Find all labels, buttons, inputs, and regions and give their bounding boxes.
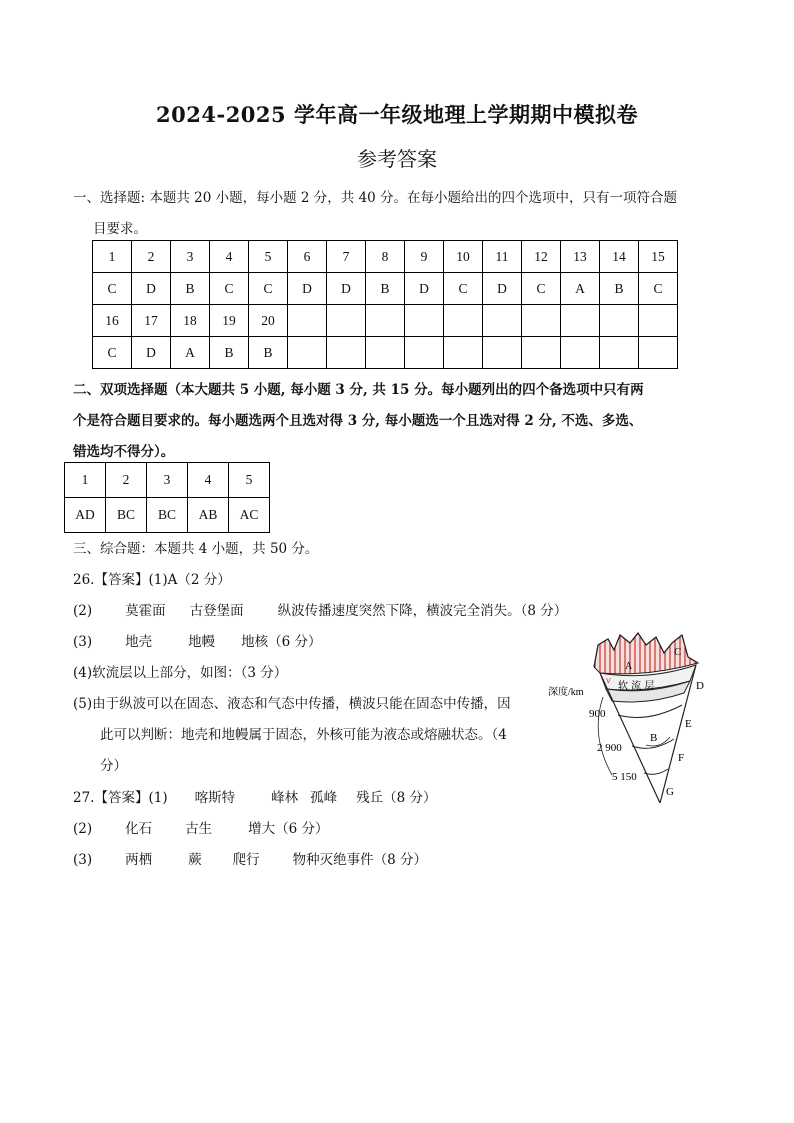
answer-term: 莫霍面	[125, 603, 166, 619]
table-cell: B	[366, 273, 405, 305]
table-cell	[327, 337, 366, 369]
depth-axis-label: 深度/km	[548, 687, 584, 698]
table-row	[93, 241, 678, 273]
table-cell: 12	[522, 241, 561, 273]
table-cell	[483, 337, 522, 369]
boundary-5150	[644, 769, 668, 774]
answer-term: 物种灭绝事件（8 分）	[292, 852, 428, 868]
label-g: G	[666, 786, 674, 798]
table-cell: B	[249, 337, 288, 369]
table-cell: 6	[288, 241, 327, 273]
answer-term: 地核（6 分）	[241, 634, 322, 650]
table-cell: 13	[561, 241, 600, 273]
answer-term: 增大（6 分）	[248, 821, 329, 837]
q26-answer-5-line1: (5)由于纵波可以在固态、液态和气态中传播，横波只能在固态中传播，因	[73, 696, 511, 712]
table-cell: BC	[106, 498, 147, 533]
section1-instructions-line1: 一、选择题: 本题共 20 小题，每小题 2 分，共 40 分。在每小题给出的四个选项中，只有一项符合题	[73, 190, 678, 206]
table-cell: 16	[93, 305, 132, 337]
table-cell: B	[210, 337, 249, 369]
q26-answer-3	[73, 630, 322, 650]
table-cell	[600, 337, 639, 369]
table-cell: 17	[132, 305, 171, 337]
layer-label: 软 流 层	[618, 681, 655, 692]
answer-term: 峰林	[271, 790, 299, 806]
table-cell: D	[132, 273, 171, 305]
table-cell: C	[93, 337, 132, 369]
table-cell: 9	[405, 241, 444, 273]
label-e: E	[685, 718, 692, 730]
table-cell	[405, 305, 444, 337]
answer-number: (3)	[73, 852, 93, 868]
answer-term: 化石	[125, 821, 153, 837]
answer-term: 孤峰	[310, 790, 338, 806]
answer-term: 两栖	[125, 852, 153, 868]
q26-answer-1: 26.【答案】(1)A（2 分）	[73, 572, 231, 588]
table-cell: BC	[147, 498, 188, 533]
table-cell: D	[327, 273, 366, 305]
table-cell: C	[444, 273, 483, 305]
q26-answer-5-line3: 分）	[100, 758, 127, 774]
table-cell: 20	[249, 305, 288, 337]
table-cell	[405, 337, 444, 369]
earth-interior-diagram	[548, 625, 733, 810]
table-cell: 18	[171, 305, 210, 337]
table-cell: 4	[188, 463, 229, 498]
q27-answer-2	[73, 817, 329, 837]
table-cell	[288, 305, 327, 337]
table-cell: C	[249, 273, 288, 305]
answer-term: 喀斯特	[194, 790, 236, 806]
label-d: D	[696, 680, 704, 692]
boundary-900	[618, 705, 682, 717]
table-cell	[522, 337, 561, 369]
answer-term: 古登堡面	[189, 603, 244, 619]
table-cell: 8	[366, 241, 405, 273]
answer-number: (3)	[73, 634, 93, 650]
section1-answer-table	[92, 240, 678, 369]
table-cell: C	[639, 273, 678, 305]
table-cell	[444, 305, 483, 337]
table-cell	[600, 305, 639, 337]
label-c: C	[674, 646, 682, 658]
table-cell: 3	[147, 463, 188, 498]
label-a: A	[625, 661, 633, 672]
table-cell: 5	[229, 463, 270, 498]
answer-term: 地幔	[188, 634, 216, 650]
answer-term: 蕨	[188, 852, 202, 868]
answer-number: (2)	[73, 821, 93, 837]
table-row	[65, 498, 270, 533]
table-cell: AC	[229, 498, 270, 533]
table-cell	[561, 305, 600, 337]
section2-answer-table	[64, 462, 270, 533]
table-cell	[639, 305, 678, 337]
table-cell: 10	[444, 241, 483, 273]
table-cell: A	[171, 337, 210, 369]
table-cell	[288, 337, 327, 369]
section2-instructions-line3: 错选均不得分）。	[73, 444, 175, 460]
table-cell: A	[561, 273, 600, 305]
table-cell: 7	[327, 241, 366, 273]
table-cell: 11	[483, 241, 522, 273]
table-cell: AD	[65, 498, 106, 533]
q26-answer-5-line2: 此可以判断：地壳和地幔属于固态，外核可能为液态或熔融状态。（4	[100, 727, 507, 743]
depth-tick-5150: 5 150	[612, 771, 637, 783]
table-cell: D	[288, 273, 327, 305]
table-cell: 1	[93, 241, 132, 273]
table-row	[65, 463, 270, 498]
depth-tick-900: 900	[589, 708, 606, 720]
table-cell: AB	[188, 498, 229, 533]
table-cell: B	[600, 273, 639, 305]
table-cell	[366, 305, 405, 337]
table-cell: B	[171, 273, 210, 305]
q27-answer-3	[73, 848, 427, 868]
table-cell	[522, 305, 561, 337]
table-cell	[483, 305, 522, 337]
table-cell	[639, 337, 678, 369]
table-cell: 14	[600, 241, 639, 273]
table-cell: D	[405, 273, 444, 305]
table-cell	[327, 305, 366, 337]
table-cell: C	[522, 273, 561, 305]
section3-heading: 三、综合题：本题共 4 小题，共 50 分。	[73, 541, 319, 557]
table-cell: 15	[639, 241, 678, 273]
section2-instructions-line2: 个是符合题目要求的。每小题选两个且选对得 3 分, 每小题选一个且选对得 2 分, 不选、多选、	[73, 413, 643, 429]
table-cell: 19	[210, 305, 249, 337]
label-b: B	[650, 732, 658, 744]
label-f: F	[678, 752, 685, 764]
section1-instructions-line2: 目要求。	[93, 221, 147, 237]
q26-answer-4: (4)软流层以上部分，如图：（3 分）	[73, 665, 288, 681]
table-cell: C	[93, 273, 132, 305]
answer-number: (2)	[73, 603, 93, 619]
table-cell: 2	[132, 241, 171, 273]
table-cell: 4	[210, 241, 249, 273]
answer-term: 残丘（8 分）	[356, 790, 437, 806]
table-cell: 5	[249, 241, 288, 273]
table-cell: 2	[106, 463, 147, 498]
page-subtitle: 参考答案	[357, 147, 437, 171]
table-cell	[366, 337, 405, 369]
table-cell	[444, 337, 483, 369]
table-cell: D	[483, 273, 522, 305]
page-title: 2024-2025 学年高一年级地理上学期期中模拟卷	[156, 102, 638, 127]
table-cell: 1	[65, 463, 106, 498]
table-row	[93, 305, 678, 337]
q27-answer-1	[73, 786, 436, 806]
answer-term: 地壳	[125, 634, 153, 650]
answer-term: 爬行	[232, 852, 260, 868]
crust-lithosphere-shading	[594, 633, 698, 674]
table-row	[93, 337, 678, 369]
shading-label: V	[606, 677, 611, 685]
table-cell: 3	[171, 241, 210, 273]
q26-answer-2	[73, 599, 567, 619]
table-cell	[561, 337, 600, 369]
table-row	[93, 273, 678, 305]
answer-number: 27.【答案】(1)	[73, 790, 168, 806]
section2-instructions-line1: 二、双项选择题（本大题共 5 小题, 每小题 3 分, 共 15 分。每小题列出的四个备选项中只有两	[73, 382, 644, 398]
table-cell: D	[132, 337, 171, 369]
table-cell: C	[210, 273, 249, 305]
answer-term: 古生	[185, 821, 213, 837]
depth-tick-2900: 2 900	[597, 742, 622, 754]
answer-term: 纵波传播速度突然下降，横波完全消失。（8 分）	[277, 603, 568, 619]
